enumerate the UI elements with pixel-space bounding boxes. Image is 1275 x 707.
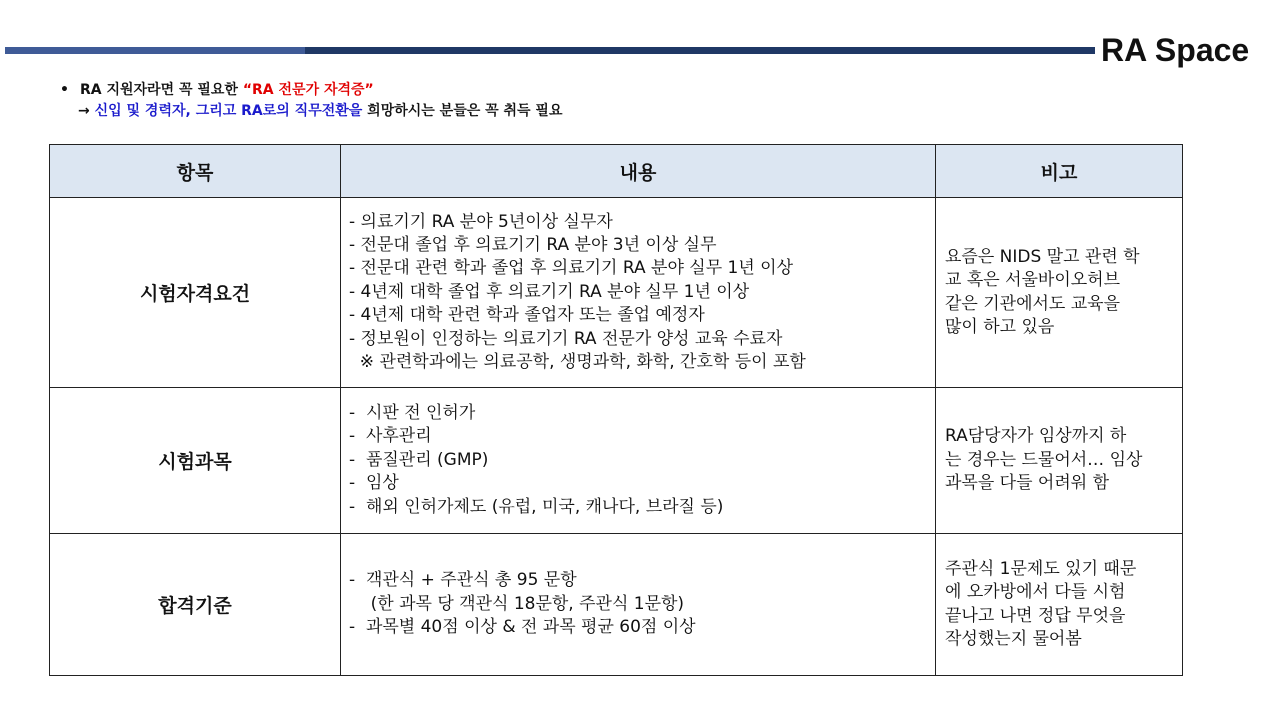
intro-text <box>60 80 562 122</box>
content-cell <box>341 198 936 388</box>
table-row-qualification <box>50 198 1183 388</box>
content-cell <box>341 534 936 676</box>
note-line: 주관식 1문제도 있기 때문 <box>945 558 1137 579</box>
intro-line-2 <box>60 101 562 122</box>
header-bar <box>305 47 1095 54</box>
intro-highlight-blue: 신입 및 경력자, 그리고 RA로의 직무전환을 <box>94 103 363 119</box>
header-note: 비고 <box>936 145 1183 198</box>
content-line: - 4년제 대학 관련 학과 졸업자 또는 졸업 예정자 <box>349 305 705 326</box>
note-cell <box>936 388 1183 534</box>
note-line: 에 오카방에서 다들 시험 <box>945 582 1126 603</box>
content-line: - 4년제 대학 졸업 후 의료기기 RA 분야 실무 1년 이상 <box>349 281 750 302</box>
intro-highlight-red: “RA 전문가 자격증” <box>242 82 374 98</box>
item-cell: 합격기준 <box>50 534 341 676</box>
note-cell <box>936 198 1183 388</box>
content-cell <box>341 388 936 534</box>
note-line: RA담당자가 임상까지 하 <box>945 426 1127 447</box>
intro-suffix: 희망하시는 분들은 꼭 취득 필요 <box>362 103 563 119</box>
content-line: - 품질관리 (GMP) <box>349 449 489 470</box>
content-line: - 정보원이 인정하는 의료기기 RA 전문가 양성 교육 수료자 <box>349 328 783 349</box>
bullet-icon: • <box>60 82 69 98</box>
note-cell <box>936 534 1183 676</box>
header-bar-accent <box>5 47 305 54</box>
intro-prefix: RA 지원자라면 꼭 필요한 <box>80 82 243 98</box>
table-row-subjects <box>50 388 1183 534</box>
arrow-icon: → <box>78 103 95 119</box>
item-cell: 시험과목 <box>50 388 341 534</box>
item-cell: 시험자격요건 <box>50 198 341 388</box>
note-line: 끝나고 나면 정답 무엇을 <box>945 605 1126 626</box>
header-item: 항목 <box>50 145 341 198</box>
table-row-pass-criteria <box>50 534 1183 676</box>
note-line: 많이 하고 있음 <box>945 316 1055 337</box>
note-line: 작성했는지 물어봄 <box>945 628 1082 649</box>
content-line: - 시판 전 인허가 <box>349 402 476 423</box>
intro-line-1 <box>60 80 562 101</box>
header-content: 내용 <box>341 145 936 198</box>
content-line: - 과목별 40점 이상 & 전 과목 평균 60점 이상 <box>349 617 696 638</box>
note-line: 같은 기관에서도 교육을 <box>945 293 1121 314</box>
content-note-line: ※ 관련학과에는 의료공학, 생명과학, 화학, 간호학 등이 포함 <box>349 352 806 373</box>
content-line: - 해외 인허가제도 (유럽, 미국, 캐나다, 브라질 등) <box>349 496 724 517</box>
content-line: - 전문대 관련 학과 졸업 후 의료기기 RA 분야 실무 1년 이상 <box>349 258 794 279</box>
content-line: - 임상 <box>349 473 399 494</box>
note-line: 는 경우는 드물어서… 임상 <box>945 449 1143 470</box>
content-line: (한 과목 당 객관식 18문항, 주관식 1문항) <box>349 593 685 614</box>
table-header-row <box>50 145 1183 198</box>
content-line: - 의료기기 RA 분야 5년이상 실무자 <box>349 211 613 232</box>
content-line: - 전문대 졸업 후 의료기기 RA 분야 3년 이상 실무 <box>349 234 717 255</box>
requirements-table <box>49 144 1183 676</box>
note-line: 교 혹은 서울바이오허브 <box>945 270 1121 291</box>
note-line: 요즘은 NIDS 말고 관련 학 <box>945 246 1140 267</box>
brand-title: RA Space <box>1101 32 1250 68</box>
content-line: - 객관식 + 주관식 총 95 문항 <box>349 570 577 591</box>
note-line: 과목을 다들 어려워 함 <box>945 473 1110 494</box>
content-line: - 사후관리 <box>349 426 432 447</box>
